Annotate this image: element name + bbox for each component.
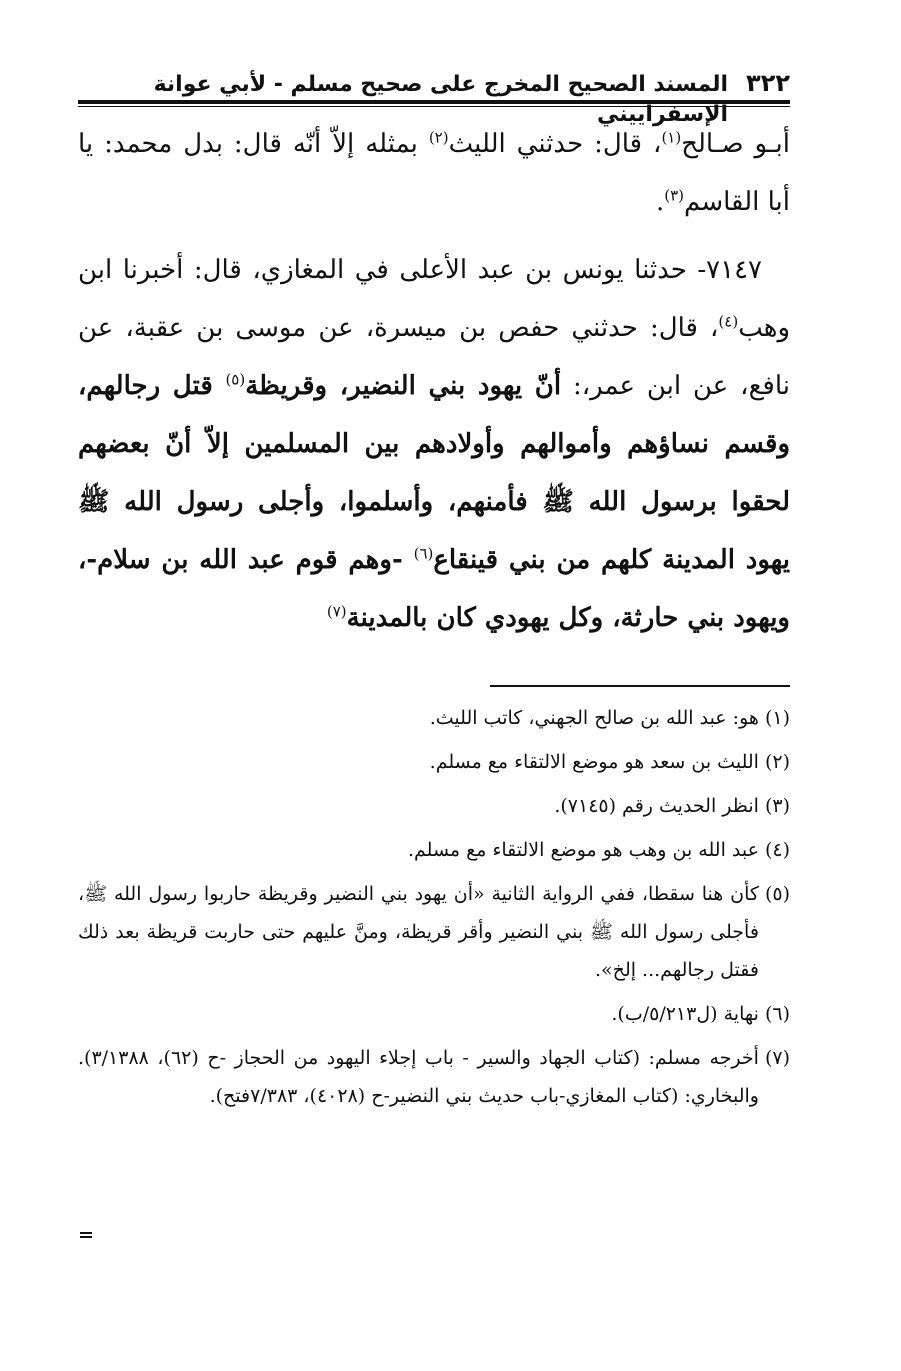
footnote-ref-6: (٦) [413,544,434,563]
footnote-ref-5: (٥) [225,370,246,389]
hadith-paragraph [78,241,790,647]
text-run: بمثله إلاّ أنّه قال: بدل محمد: يا أبا القاسم [78,129,790,217]
footnote-number: (٢) [764,751,790,773]
footnote-text: هو: عبد الله بن صالح الجهني، كاتب الليث. [429,707,759,729]
matn-text: قتل رجالهم، وقسم نساؤهم وأموالهم وأولادهم بين المسلمين إلاّ أنّ بعضهم لحقوا برسول الله ﷺ فأمنهم، وأسلموا، وأجلى رسول الله ﷺ يهود المدينة كلهم من بني قينقاع [78,371,791,575]
footnote-5 [78,875,790,989]
footnote-text: الليث بن سعد هو موضع الالتقاء مع مسلم. [429,751,759,773]
footnote-ref-4: (٤) [718,312,739,331]
running-header [78,68,790,127]
footnote-4 [78,831,790,869]
footnote-number: (٧) [764,1047,790,1069]
main-text [78,115,790,647]
footnote-text: عبد الله بن وهب هو موضع الالتقاء مع مسلم. [407,839,759,861]
footnote-3 [78,787,790,825]
footnote-number: (٣) [764,795,790,817]
footnote-text: انظر الحديث رقم (٧١٤٥). [554,795,759,817]
text-run: أبـو صـالح [681,129,790,159]
footnote-1 [78,699,790,737]
footnote-text: نهاية (ل٥/٢١٣/ب). [611,1003,759,1025]
text-run: ، قال: حدثني الليث [448,129,662,159]
footnote-separator [490,685,790,687]
page-number: ٣٢٢ [746,69,790,97]
footnote-number: (٦) [764,1003,790,1025]
footnote-number: (٥) [764,883,790,905]
footnote-ref-1: (١) [661,128,682,147]
footnote-ref-2: (٢) [428,128,449,147]
footnote-7 [78,1039,790,1115]
isnad-text: ، قال: حدثني حفص بن ميسرة، عن موسى بن عقبة، عن نافع، عن ابن عمر،: [78,313,790,401]
footnote-number: (١) [764,707,790,729]
matn-text: أنّ يهود بني النضير، وقريظة [245,371,562,401]
footnote-2 [78,743,790,781]
footnote-text: كأن هنا سقطا، ففي الرواية الثانية «أن يهود بني النضير وقريظة حاربوا رسول الله ﷺ، فأجلى رسول الله ﷺ بني النضير وأقر قريظة، ومنَّ عليهم حتى حاربت قريظة بعد ذلك فقتل رجالهم... إلخ». [78,883,759,981]
footnotes [78,699,790,1115]
page-end-mark [80,1232,92,1238]
footnote-text: أخرجه مسلم: (كتاب الجهاد والسير - باب إجلاء اليهود من الحجاز -ح (٦٢)، ٣/١٣٨٨). والبخاري: (كتاب المغازي-باب حديث بني النضير-ح (٤٠٢٨)، ٧/٣٨٣فتح). [78,1047,759,1107]
isnad-text: ٧١٤٧- حدثنا يونس بن عبد الأعلى في المغازي، قال: أخبرنا ابن وهب [78,255,790,343]
running-title: المسند الصحيح المخرج على صحيح مسلم - لأبي عوانة الإسفراييني [153,72,729,127]
text-run: . [655,187,665,217]
footnote-number: (٤) [764,839,790,861]
paragraph-continuation [78,115,790,231]
footnote-ref-7: (٧) [326,602,347,621]
footnote-ref-3: (٣) [664,186,685,205]
footnote-6 [78,995,790,1033]
matn-text: -وهم قوم عبد الله بن سلام-، ويهود بني حارثة، وكل يهودي كان بالمدينة [78,545,790,633]
document-page [78,68,790,1121]
